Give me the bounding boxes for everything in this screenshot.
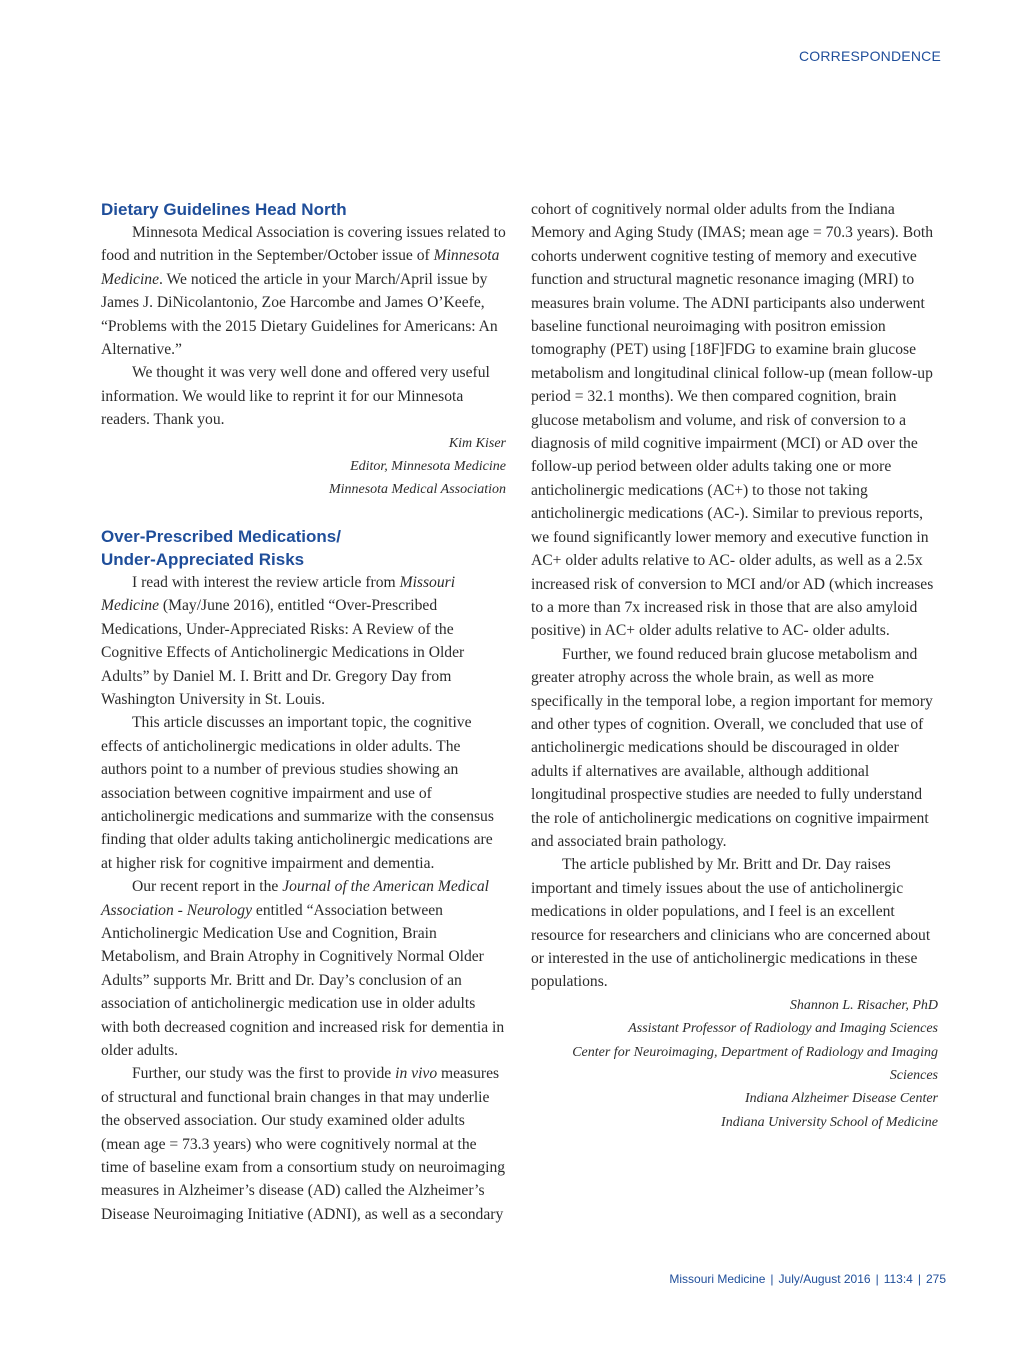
page-footer: Missouri Medicine | July/August 2016 | 113:4 | 275	[669, 1272, 946, 1286]
footer-issue: July/August 2016	[778, 1272, 871, 1286]
footer-journal: Missouri Medicine	[669, 1272, 766, 1286]
letter2-signature	[531, 994, 938, 1134]
letter2-paragraph-4-continued: cohort of cognitively normal older adults from the Indiana Memory and Aging Study (IMAS; mean age = 70.3 years). Both cohorts underwent cognitive testing of memory and executive function and structural magnetic resonance imaging (MRI) to measures brain volume. The ADNI participants also underwent baseline functional neuroimaging with positron emission tomography (PET) using [18F]FDG to examine brain glucose metabolism and longitudinal clinical follow-up (mean follow-up period = 32.1 months). We then compared cognition, brain glucose metabolism and volume, and risk of conversion to a diagnosis of mild cognitive impairment (MCI) or AD over the follow-up period between older adults taking one or more anticholinergic medications (AC+) to those not taking anticholinergic medications (AC-). Similar to previous reports, we found significantly lower memory and executive function in AC+ older adults relative to AC- older adults, as well as a 2.5x increased risk of conversion to MCI and/or AD (which increases to a more than 7x increased risk in those that are also amyloid positive) in AC+ older adults relative to AC- older adults.	[531, 201, 934, 640]
signature-line: Kim Kiser	[448, 435, 506, 451]
letter2-paragraph-5: Further, we found reduced brain glucose metabolism and greater atrophy across the whole brain, as well as more specifically in the temporal lobe, a region important for memory and other types of cognition. Overall, we concluded that use of anticholinergic medications should be discouraged in older adults if alternatives are available, although additional longitudinal prospective studies are needed to fully understand the role of anticholinergic medications on cognitive impairment and associated brain pathology.	[531, 645, 933, 850]
signature-line: Assistant Professor of Radiology and Imaging Sciences	[628, 1021, 938, 1037]
section-label: CORRESPONDENCE	[798, 48, 941, 64]
signature-line: Indiana Alzheimer Disease Center	[745, 1091, 938, 1107]
signature-line: Shannon L. Risacher, PhD	[789, 997, 938, 1013]
signature-line: Editor, Minnesota Medicine	[350, 459, 506, 475]
footer-page-number: 275	[925, 1272, 946, 1286]
letter1-title: Dietary Guidelines Head North	[101, 200, 347, 219]
letter2-paragraph-1: I read with interest the review article from Missouri Medicine (May/June 2016), entitled “Over-Prescribed Medications, Under-Appreciated Risks: A Review of the Cognitive Effects of Anticholinergic Medications in Older Adults” by Daniel M. I. Britt and Dr. Gregory Day from Washington University in St. Louis.	[101, 573, 465, 708]
letter2-paragraph-4-start: Further, our study was the first to provide in vivo measures of structural and functional brain changes in that may underlie the observed association. Our study examined older adults (mean age = 73.3 years) who were cognitively normal at the time of baseline exam from a consortium study on neuroimaging measures in Alzheimer’s disease (AD) called the Alzheimer’s Disease Neuroimaging Initiative (ADNI), as well as a secondary	[101, 1065, 506, 1223]
letter2-title: Over-Prescribed Medications/ Under-Appreciated Risks	[101, 526, 341, 569]
footer-volume: 113:4	[883, 1272, 913, 1286]
letter2-paragraph-3: Our recent report in the Journal of the American Medical Association - Neurology entitled “Association between Anticholinergic Medication Use and Cognition, Brain Metabolism, and Brain Atrophy in Cognitively Normal Older Adults” supports Mr. Britt and Dr. Day’s conclusion of an association of anticholinergic medication use in older adults with both decreased cognition and increased risk for dementia in older adults.	[101, 878, 505, 1059]
signature-line: Minnesota Medical Association	[328, 482, 506, 498]
signature-line: Center for Neuroimaging, Department of Radiology and Imaging Sciences	[572, 1044, 938, 1084]
left-column	[101, 198, 506, 1226]
letter2-paragraph-6: The article published by Mr. Britt and Dr. Day raises important and timely issues about the use of anticholinergic medications in older populations, and I feel is an excellent resource for researchers and clinicians who are concerned about or interested in the use of anticholinergic medications in these populations.	[531, 856, 931, 991]
letter2-paragraph-2: This article discusses an important topic, the cognitive effects of anticholinergic medications in older adults. The authors point to a number of previous studies showing an association between cognitive impairment and use of anticholinergic medications and summarize with the consensus finding that older adults taking anticholinergic medications are at higher risk for cognitive impairment and dementia.	[101, 714, 494, 872]
signature-line: Indiana University School of Medicine	[721, 1114, 938, 1130]
letter1-paragraph-2: We thought it was very well done and offered very useful information. We would like to reprint it for our Minnesota readers. Thank you.	[101, 364, 490, 429]
right-column	[531, 198, 938, 1134]
letter1-paragraph-1: Minnesota Medical Association is covering issues related to food and nutrition in the September/October issue of Minnesota Medicine. We noticed the article in your March/April issue by James J. DiNicolantonio, Zoe Harcombe and James O’Keefe, “Problems with the 2015 Dietary Guidelines for Americans: An Alternative.”	[101, 224, 506, 359]
letter1-signature	[101, 432, 506, 502]
